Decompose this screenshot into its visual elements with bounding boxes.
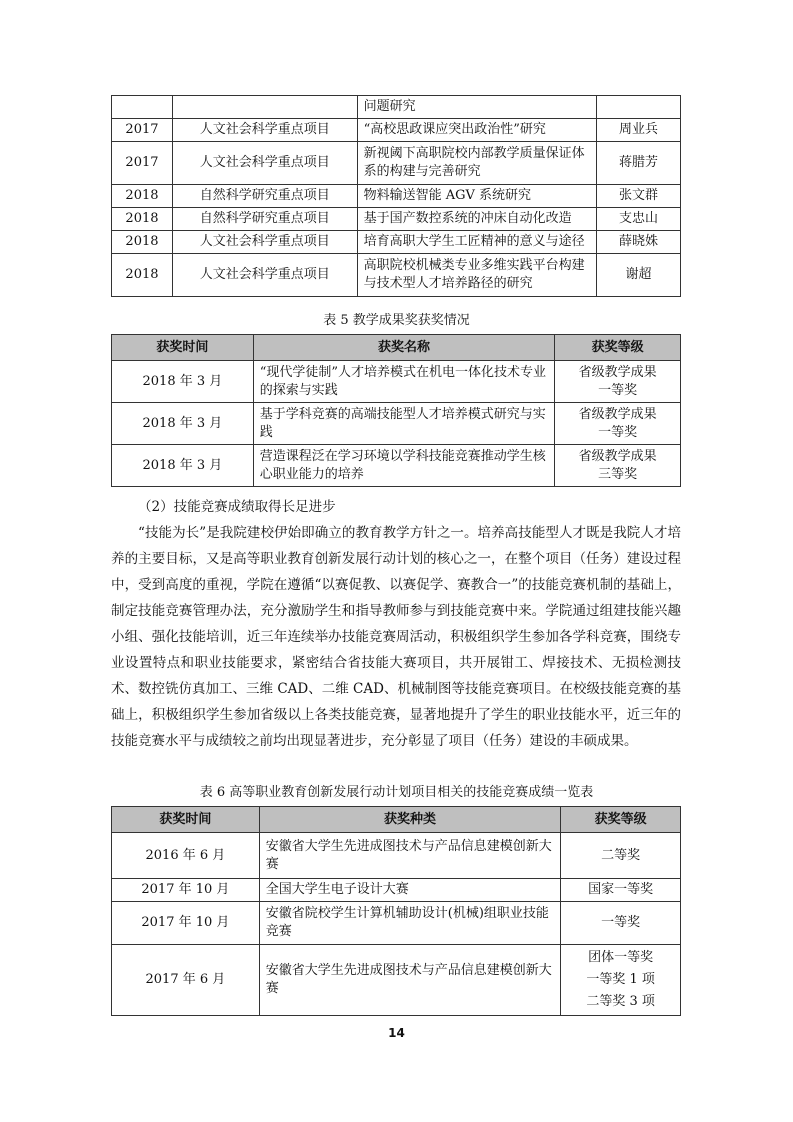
person-cell: 薛晓姝 — [597, 231, 681, 254]
project-title-cell: 物料输送智能 AGV 系统研究 — [357, 185, 597, 208]
project-title-cell: 高职院校机械类专业多维实践平台构建与技术型人才培养路径的研究 — [357, 254, 597, 297]
page-number: 14 — [388, 1026, 405, 1040]
project-type-cell: 自然科学研究重点项目 — [172, 185, 357, 208]
person-cell: 谢超 — [597, 254, 681, 297]
column-header: 获奖时间 — [112, 335, 254, 361]
column-header: 获奖时间 — [112, 807, 260, 833]
skills-competition-table — [111, 806, 681, 1016]
table-row — [112, 185, 681, 208]
project-title-cell: “高校思政课应突出政治性”研究 — [357, 119, 597, 142]
award-name-cell: 基于学科竞赛的高端技能型人才培养模式研究与实践 — [253, 403, 554, 445]
table-row — [112, 231, 681, 254]
project-type-cell: 人文社会科学重点项目 — [172, 142, 357, 185]
award-level-cell: 二等奖 — [561, 833, 681, 879]
award-time-cell: 2018 年 3 月 — [112, 403, 254, 445]
award-name-cell: “现代学徒制”人才培养模式在机电一体化技术专业的探索与实践 — [253, 361, 554, 403]
award-time-cell: 2017 年 6 月 — [112, 945, 260, 1016]
column-header: 获奖名称 — [253, 335, 554, 361]
column-header: 获奖等级 — [555, 335, 681, 361]
person-cell: 周业兵 — [597, 119, 681, 142]
table-row — [112, 119, 681, 142]
section-heading: （2）技能竞赛成绩取得长足进步 — [138, 499, 336, 515]
project-type-cell: 自然科学研究重点项目 — [172, 208, 357, 231]
award-kind-cell: 全国大学生电子设计大赛 — [259, 879, 560, 902]
table-row — [112, 208, 681, 231]
table-row — [112, 361, 681, 403]
person-cell: 张文群 — [597, 185, 681, 208]
table-row — [112, 142, 681, 185]
body-paragraph: “技能为长”是我院建校伊始即确立的教育教学方针之一。培养高技能型人才既是我院人才培养的主要目标，又是高等职业教育创新发展行动计划的核心之一，在整个项目（任务）建设过程中，受到高度的重视，学院在遵循“以赛促教、以赛促学、赛教合一”的技能竞赛机制的基础上，制定技能竞赛管理办法，充分激励学生和指导教师参与到技能竞赛中来。学院通过组建技能兴趣小组、强化技能培训，近三年连续举办技能竞赛周活动，积极组织学生参加各学科竞赛，围绕专业设置特点和职业技能要求，紧密结合省技能大赛项目，共开展钳工、焊接技术、无损检测技术、数控铣仿真加工、三维 CAD、二维 CAD、机械制图等技能竞赛项目。在校级技能竞赛的基础上，积极组织学生参加省级以上各类技能竞赛，显著地提升了学生的职业技能水平，近三年的技能竞赛水平与成绩较之前均出现显著进步，充分彰显了项目（任务）建设的丰硕成果。 — [111, 525, 681, 749]
award-time-cell: 2018 年 3 月 — [112, 445, 254, 487]
award-level-line: 二等奖 3 项 — [586, 994, 655, 1009]
project-type-cell — [172, 96, 357, 119]
award-level-cell: 一等奖 — [561, 902, 681, 945]
award-level-cell: 省级教学成果一等奖 — [555, 361, 681, 403]
table6-caption: 表 6 高等职业教育创新发展行动计划项目相关的技能竞赛成绩一览表 — [199, 785, 594, 800]
table-row — [112, 902, 681, 945]
year-cell — [112, 96, 173, 119]
award-level-line: 一等奖 1 项 — [586, 972, 655, 987]
column-header: 获奖种类 — [259, 807, 560, 833]
research-projects-table — [111, 95, 681, 297]
award-time-cell: 2017 年 10 月 — [112, 879, 260, 902]
award-level-cell — [561, 945, 681, 1016]
project-title-cell: 问题研究 — [357, 96, 597, 119]
award-level-cell: 国家一等奖 — [561, 879, 681, 902]
table-row — [112, 403, 681, 445]
table-row — [112, 879, 681, 902]
award-level-cell: 省级教学成果三等奖 — [555, 445, 681, 487]
award-kind-cell: 安徽省院校学生计算机辅助设计(机械)组职业技能竞赛 — [259, 902, 560, 945]
project-type-cell: 人文社会科学重点项目 — [172, 119, 357, 142]
table-header-row — [112, 807, 681, 833]
teaching-awards-table — [111, 334, 681, 487]
year-cell: 2017 — [112, 142, 173, 185]
table-row — [112, 833, 681, 879]
table-row — [112, 96, 681, 119]
award-time-cell: 2017 年 10 月 — [112, 902, 260, 945]
award-kind-cell: 安徽省大学生先进成图技术与产品信息建模创新大赛 — [259, 945, 560, 1016]
person-cell: 支忠山 — [597, 208, 681, 231]
year-cell: 2018 — [112, 208, 173, 231]
person-cell: 蒋腊芳 — [597, 142, 681, 185]
table-row — [112, 445, 681, 487]
project-type-cell: 人文社会科学重点项目 — [172, 254, 357, 297]
award-name-cell: 营造课程泛在学习环境以学科技能竞赛推动学生核心职业能力的培养 — [253, 445, 554, 487]
award-level-cell: 省级教学成果一等奖 — [555, 403, 681, 445]
person-cell — [597, 96, 681, 119]
table-row — [112, 254, 681, 297]
project-title-cell: 培育高职大学生工匠精神的意义与途径 — [357, 231, 597, 254]
award-time-cell: 2018 年 3 月 — [112, 361, 254, 403]
year-cell: 2018 — [112, 254, 173, 297]
year-cell: 2018 — [112, 185, 173, 208]
table-header-row — [112, 335, 681, 361]
project-title-cell: 新视阈下高职院校内部教学质量保证体系的构建与完善研究 — [357, 142, 597, 185]
award-time-cell: 2016 年 6 月 — [112, 833, 260, 879]
table-row — [112, 945, 681, 1016]
year-cell: 2017 — [112, 119, 173, 142]
project-title-cell: 基于国产数控系统的冲床自动化改造 — [357, 208, 597, 231]
column-header: 获奖等级 — [561, 807, 681, 833]
award-level-line: 团体一等奖 — [588, 950, 654, 965]
table5-caption: 表 5 教学成果奖获奖情况 — [323, 313, 470, 328]
year-cell: 2018 — [112, 231, 173, 254]
project-type-cell: 人文社会科学重点项目 — [172, 231, 357, 254]
award-kind-cell: 安徽省大学生先进成图技术与产品信息建模创新大赛 — [259, 833, 560, 879]
